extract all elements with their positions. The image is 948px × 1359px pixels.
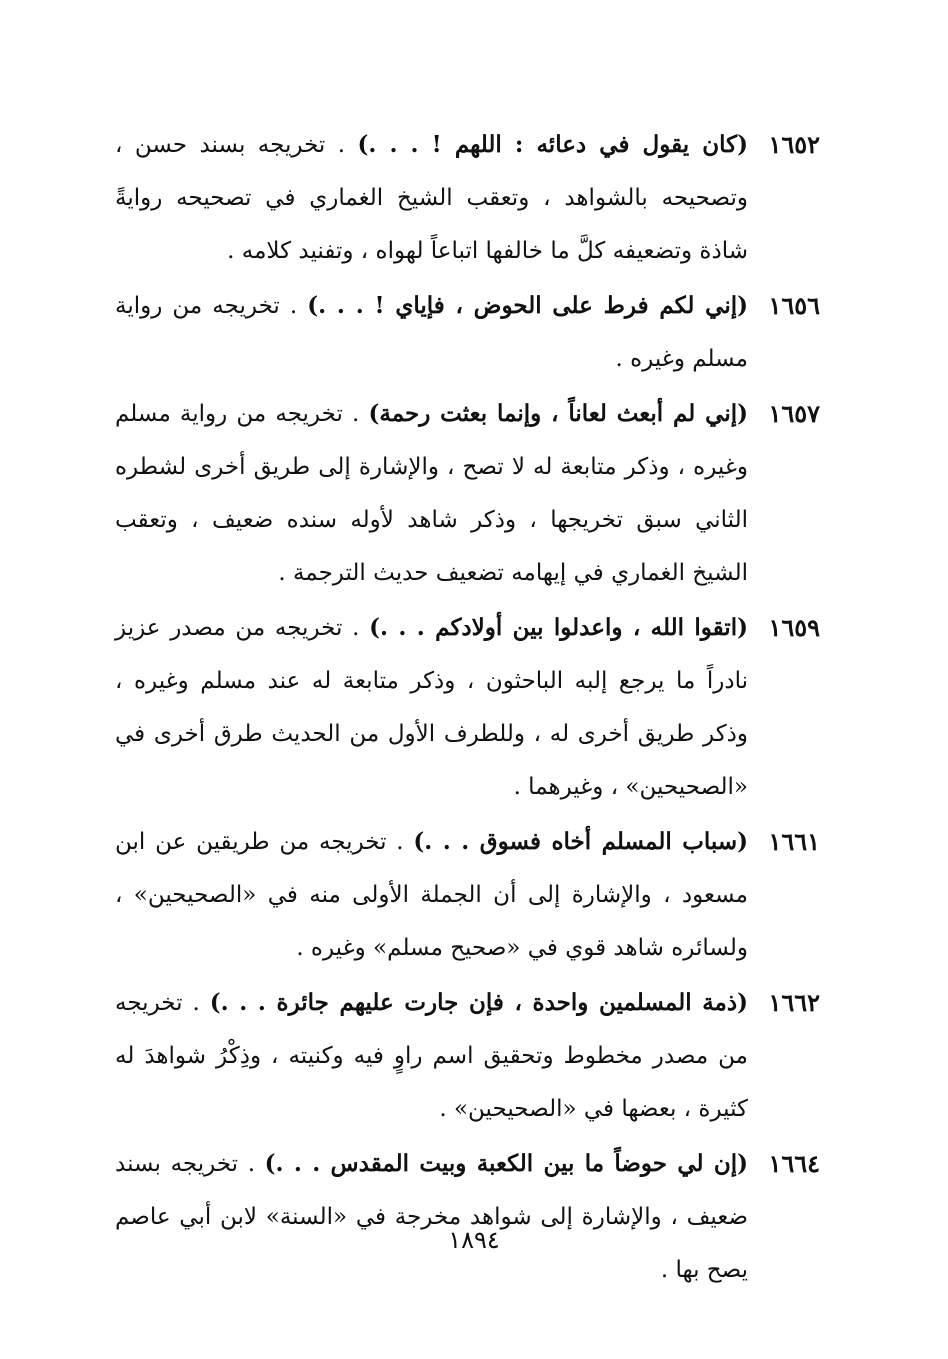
entry-text [115,387,748,600]
hadith-quote: (إني لم أبعث لعاناً ، وإنما بعثت رحمة) [368,400,749,427]
entry-number: ١٦٦٤ [768,1149,820,1178]
entry-commentary: . تخريجه من رواية مسلم وغيره ، وذكر متابعة له لا تصح ، والإشارة إلى طريق أخرى لشطره الثاني سبق تخريجها ، وذكر شاهد لأوله سنده ضعيف ، وتعقب الشيخ الغماري في إيهامه تضعيف حديث الترجمة . [115,401,748,586]
entry-1656 [115,279,820,386]
entry-number: ١٦٥٧ [768,399,820,428]
entry-text [115,118,748,278]
page-number: ١٨٩٤ [448,1226,500,1254]
hadith-quote: (اتقوا الله ، واعدلوا بين أولادكم . . .) [369,614,748,641]
entry-text [115,815,748,975]
entry-number: ١٦٦٢ [768,988,820,1017]
entry-commentary: . تخريجه بسند ضعيف ، والإشارة إلى شواهد مخرجة في «السنة» لابن أبي عاصم يصح بها . [115,1151,748,1283]
entry-1662 [115,976,820,1136]
hadith-quote: (إني لكم فرط على الحوض ، فإياي ! . . .) [307,292,748,319]
entry-commentary: . تخريجه من مصدر عزيز نادراً ما يرجع إلبه الباحثون ، وذكر متابعة له عند مسلم وغيره ، وذكر طريق أخرى له ، وللطرف الأول من الحديث طرق أخرى في «الصحيحين» ، وغيرهما . [115,615,748,800]
entry-text [115,976,748,1136]
entry-1657 [115,387,820,600]
entry-number: ١٦٥٦ [768,291,820,320]
entry-1652 [115,118,820,278]
entry-1664 [115,1137,820,1297]
entry-number: ١٦٥٢ [768,130,820,159]
hadith-quote: (إن لي حوضاً ما بين الكعبة وبيت المقدس . . .) [264,1150,748,1177]
entry-1659 [115,601,820,814]
entry-text [115,601,748,814]
entry-number: ١٦٦١ [768,827,820,856]
entry-text [115,279,748,386]
document-body [115,118,820,1298]
entry-commentary: . تخريجه بسند حسن ، وتصحيحه بالشواهد ، وتعقب الشيخ الغماري في تصحيحه روايةً شاذة وتضعيفه كلَّ ما خالفها اتباعاً لهواه ، وتفنيد كلامه . [115,132,748,264]
entry-number: ١٦٥٩ [768,613,820,642]
entry-commentary: . تخريجه من طريقين عن ابن مسعود ، والإشارة إلى أن الجملة الأولى منه في «الصحيحين» ، ولسائره شاهد قوي في «صحيح مسلم» وغيره . [115,829,748,961]
entry-commentary: . تخريجه من رواية مسلم وغيره . [115,293,748,372]
hadith-quote: (كان يقول في دعائه : اللهم ! . . .) [357,131,748,158]
hadith-quote: (سباب المسلم أخاه فسوق . . .) [413,828,748,855]
hadith-quote: (ذمة المسلمين واحدة ، فإن جارت عليهم جائرة . . .) [209,989,749,1016]
entry-commentary: . تخريجه من مصدر مخطوط وتحقيق اسم راوٍ فيه وكنيته ، وذِكْرُ شواهدَ له كثيرة ، بعضها في «الصحيحين» . [115,990,748,1122]
entry-text [115,1137,748,1297]
entry-1661 [115,815,820,975]
